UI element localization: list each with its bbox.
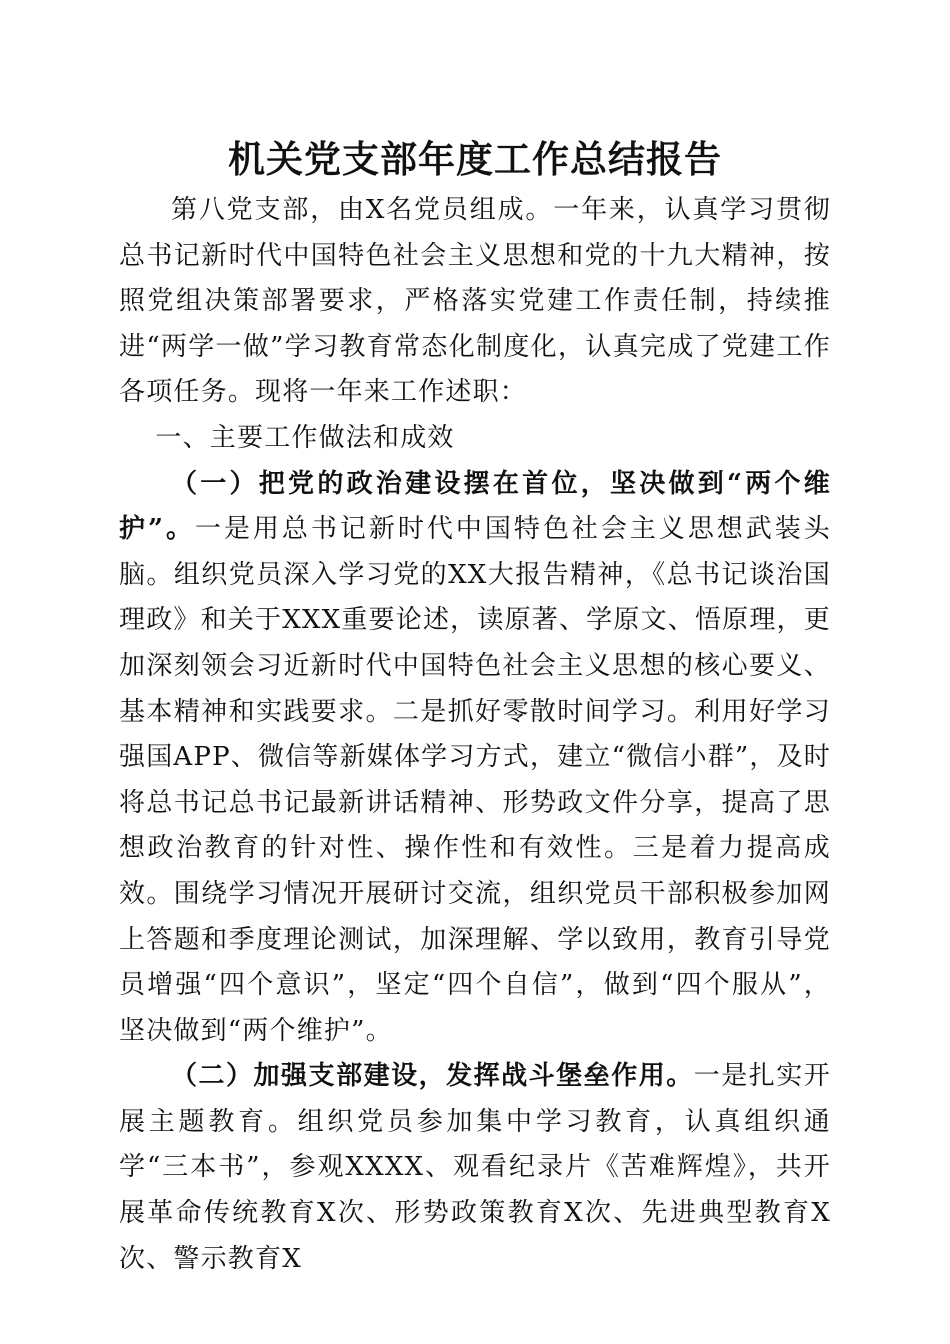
subsection-1-lead: （一）把党的政治建设摆在首位，坚决做到“两个维护”。 bbox=[119, 468, 831, 545]
subsection-2-body: 一是扎实开展主题教育。组织党员参加集中学习教育，认真组织通学“三本书”，参观XXXX、观看纪录片《苦难辉煌》，共开展革命传统教育X次、形势政策教育X次、先进典型教育X次、警示教育X bbox=[119, 1061, 831, 1274]
subsection-1-body: 一是用总书记新时代中国特色社会主义思想武装头脑。组织党员深入学习党的XX大报告精神，《总书记谈治国理政》和关于XXX重要论述，读原著、学原文、悟原理，更加深刻领会习近新时代中国特色社会主义思想的核心要义、基本精神和实践要求。二是抓好零散时间学习。利用好学习强国APP、微信等新媒体学习方式，建立“微信小群”，及时将总书记总书记最新讲话精神、形势政文件分享，提高了思想政治教育的针对性、操作性和有效性。三是着力提高成效。围绕学习情况开展研讨交流，组织党员干部积极参加网上答题和季度理论测试，加深理解、学以致用，教育引导党员增强“四个意识”，坚定“四个自信”，做到“四个服从”，坚决做到“两个维护”。 bbox=[119, 514, 831, 1046]
subsection-1-paragraph bbox=[119, 462, 831, 1055]
subsection-2-lead: （二）加强支部建设，发挥战斗堡垒作用。 bbox=[171, 1061, 694, 1092]
section-heading: 一、主要工作做法和成效 bbox=[155, 422, 455, 453]
intro-paragraph: 第八党支部，由X名党员组成。一年来，认真学习贯彻总书记新时代中国特色社会主义思想和党的十九大精神，按照党组决策部署要求，严格落实党建工作责任制，持续推进“两学一做”学习教育常态化制度化，认真完成了党建工作各项任务。现将一年来工作述职： bbox=[119, 195, 831, 408]
subsection-2-paragraph bbox=[119, 1054, 831, 1282]
document-title: 机关党支部年度工作总结报告 bbox=[228, 138, 722, 181]
document-body bbox=[119, 188, 831, 1282]
